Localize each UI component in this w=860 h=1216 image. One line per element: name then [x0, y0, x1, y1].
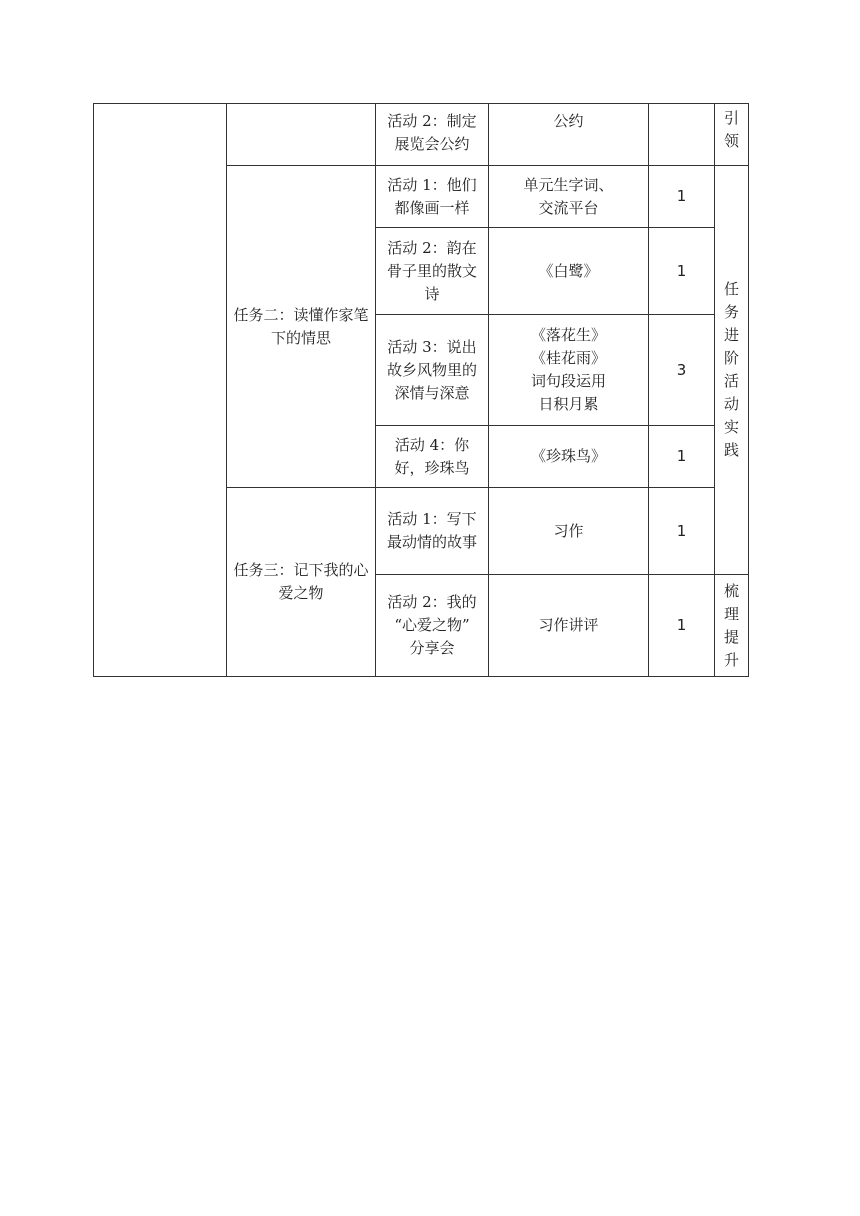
resource-line: 单元生字词、 — [523, 175, 614, 194]
task-cell — [227, 166, 376, 488]
stage-cell-guide — [715, 104, 749, 166]
task-text: 任务三：记下我的心爱之物 — [233, 561, 369, 602]
activity-cell — [376, 228, 489, 315]
resource-line: 《白鹭》 — [538, 261, 599, 280]
resource-line: 词句段运用 — [530, 372, 606, 390]
activity-text: 活动 1：写下最动情的故事 — [386, 510, 477, 551]
hours-cell — [649, 166, 715, 228]
activity-cell — [376, 104, 489, 166]
hours-text: 1 — [676, 447, 687, 465]
resource-cell — [489, 315, 649, 426]
activity-cell — [376, 166, 489, 228]
resource-line: 《落花生》 — [530, 326, 606, 344]
activity-text: 活动 1：他们都像画一样 — [387, 175, 477, 217]
hours-text: 3 — [676, 360, 687, 379]
hours-text: 1 — [676, 261, 687, 280]
resource-line: 习作讲评 — [538, 616, 599, 634]
resource-cell — [489, 228, 649, 315]
activity-cell — [376, 315, 489, 426]
curriculum-table — [93, 103, 749, 677]
hours-text: 1 — [676, 616, 687, 634]
task-cell — [227, 488, 376, 677]
resource-line: 习作 — [553, 521, 584, 540]
stage-cell-advance — [715, 166, 749, 575]
hours-cell — [649, 228, 715, 315]
resource-cell — [489, 488, 649, 575]
stage-text: 引领 — [724, 109, 740, 150]
activity-cell — [376, 426, 489, 488]
hours-cell — [649, 315, 715, 426]
resource-line: 日积月累 — [538, 395, 599, 413]
activity-line: “心爱之物” — [394, 616, 470, 634]
resource-cell — [489, 575, 649, 677]
hours-cell — [649, 104, 715, 166]
resource-line: 《桂花雨》 — [530, 349, 606, 367]
activity-cell — [376, 488, 489, 575]
hours-cell — [649, 575, 715, 677]
empty-cell-col1 — [94, 104, 227, 677]
activity-cell — [376, 575, 489, 677]
table-row — [94, 104, 749, 166]
stage-text: 梳理提升 — [724, 581, 740, 669]
activity-text: 活动 2：制定展览会公约 — [387, 112, 477, 153]
activity-line: 分享会 — [409, 639, 455, 657]
stage-cell-review — [715, 575, 749, 677]
activity-text: 活动 2：韵在骨子里的散文诗 — [386, 238, 477, 303]
resource-line: 交流平台 — [538, 198, 599, 217]
empty-cell-task — [227, 104, 376, 166]
resource-line: 《珍珠鸟》 — [530, 447, 606, 465]
task-text: 任务二：读懂作家笔下的情思 — [233, 305, 369, 347]
activity-text: 活动 3：说出故乡风物里的深情与深意 — [386, 337, 477, 402]
hours-cell — [649, 488, 715, 575]
resource-cell — [489, 426, 649, 488]
activity-line: 活动 2：我的 — [387, 593, 477, 611]
stage-text: 任务进阶活动实践 — [724, 280, 740, 459]
resource-text: 公约 — [553, 112, 584, 130]
activity-text: 活动 4：你好，珍珠鸟 — [394, 435, 470, 477]
hours-cell — [649, 426, 715, 488]
resource-cell — [489, 166, 649, 228]
hours-text: 1 — [676, 187, 687, 205]
resource-cell — [489, 104, 649, 166]
hours-text: 1 — [676, 521, 687, 540]
